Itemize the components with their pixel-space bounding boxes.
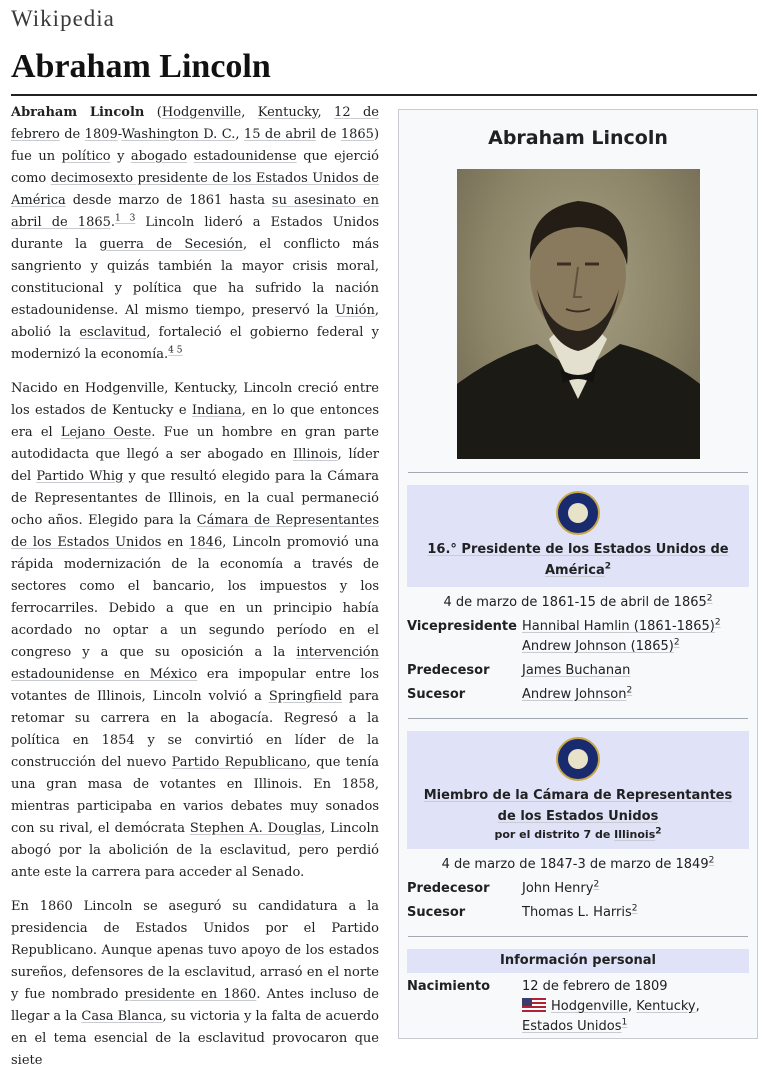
page-title: Abraham Lincoln: [11, 48, 271, 85]
house-office-header: Miembro de la Cámara de Representantes de los Estados Unidos por el distrito 7 de Illinois$^2$: [407, 731, 749, 849]
article-link[interactable]: intervención estadounidense en México: [11, 645, 379, 682]
citation[interactable]: 2: [631, 903, 638, 914]
vicepresident-row: Vicepresidente Hannibal Hamlin (1861-1865)$^2$ Andrew Johnson $(1865)^2$: [407, 617, 721, 654]
presidential-seal-icon: [556, 491, 600, 535]
predecessor-row: Predecesor James Buchanan: [407, 663, 631, 678]
article-link[interactable]: decimosexto presidente de los Estados Unidos de América: [11, 171, 379, 208]
article-link[interactable]: guerra de Secesión: [99, 237, 243, 252]
citation[interactable]: 2: [714, 617, 721, 628]
article-link[interactable]: presidente en 1860: [124, 987, 257, 1002]
citation[interactable]: 2: [626, 685, 633, 696]
citation[interactable]: 2: [708, 855, 715, 866]
article-link[interactable]: Partido Republicano: [171, 755, 307, 770]
personal-info-header: Información personal: [407, 949, 749, 973]
article-link[interactable]: Unión: [335, 303, 375, 318]
president-office-link[interactable]: Presidente de los Estados Unidos de América: [456, 542, 729, 578]
article-link[interactable]: su asesinato en abril de 1865: [11, 193, 379, 230]
birthplace-link-2[interactable]: Kentucky: [636, 999, 696, 1014]
us-flag-icon: [522, 998, 546, 1012]
article-link[interactable]: Washington D. C.: [121, 127, 236, 142]
article-link[interactable]: Indiana: [191, 403, 242, 418]
successor-link[interactable]: Andrew Johnson: [522, 687, 627, 702]
article-link[interactable]: Cámara de Representantes de los Estados Unidos: [11, 513, 379, 550]
article-link[interactable]: 1846: [189, 535, 223, 550]
article-link[interactable]: Illinois: [292, 447, 338, 462]
house-office-link[interactable]: Miembro de la Cámara de Representantes de los Estados Unidos: [423, 788, 733, 824]
article-link[interactable]: Springfield: [268, 689, 342, 704]
successor-row: Sucesor Andrew Johnson$^2$: [407, 685, 633, 702]
article-link[interactable]: político: [61, 149, 111, 164]
vicepresident-link-2[interactable]: Andrew Johnson: [522, 639, 627, 654]
vicepresident-link-1[interactable]: Hannibal Hamlin: [522, 619, 630, 634]
infobox-separator: [408, 936, 748, 937]
infobox: [398, 109, 758, 1039]
citation[interactable]: 2: [673, 637, 680, 648]
president-term: 4 de marzo de 1861-15 de abril de 1865$^2$: [443, 593, 713, 610]
article-paragraph-1: Abraham Lincoln (Hodgenville, Kentucky, 12 de febrero de 1809-Washington D. C., 15 de abril de 1865) fue un político y abogado estadounidense que ejerció como decimosexto presidente de los Estados Unidos de América desde marzo de 1861 hasta su asesinato en abril de 1865.$^{1 3}$ Lincoln lideró a Estados Unidos durante la guerra de Secesión, el conflicto más sangriento y quizás también la mayor crisis moral, constitucional y política que ha sufrido la nación estadounidense. Al mismo tiempo, preservó la Unión, abolió la esclavitud, fortaleció el gobierno federal y modernizó la economía.$^{4 5}$: [11, 105, 380, 362]
citation[interactable]: 2: [706, 593, 713, 604]
infobox-separator: [408, 718, 748, 719]
article-link[interactable]: Kentucky: [257, 105, 318, 120]
infobox-title: Abraham Lincoln: [488, 127, 668, 149]
citation[interactable]: 4 5: [168, 345, 183, 356]
house-predecessor-row: Predecesor John Henry$^2$: [407, 879, 600, 896]
infobox-separator: [408, 472, 748, 473]
article-link[interactable]: Stephen A. Douglas: [189, 821, 322, 836]
article-link[interactable]: 1865: [340, 127, 374, 142]
article-link[interactable]: Casa Blanca: [81, 1009, 163, 1024]
predecessor-link[interactable]: James Buchanan: [522, 663, 631, 678]
article-link[interactable]: 15 de abril: [243, 127, 316, 142]
article-link[interactable]: 1809: [84, 127, 118, 142]
district-link[interactable]: Illinois: [614, 828, 656, 841]
house-seal-icon: [556, 737, 600, 781]
title-divider: [11, 94, 757, 96]
birth-row: Nacimiento 12 de febrero de 1809 Hodgenville, Kentucky, Estados Unidos$^1$: [407, 979, 700, 1034]
article-link[interactable]: Partido Whig: [36, 469, 124, 484]
citation[interactable]: 2: [655, 826, 662, 837]
house-successor: Thomas L. Harris: [522, 905, 632, 920]
president-office-header: [407, 485, 749, 587]
citation[interactable]: 1 3: [115, 213, 136, 224]
house-term: 4 de marzo de 1847-3 de marzo de 1849$^2$: [441, 855, 715, 872]
article-link[interactable]: abogado: [130, 149, 188, 164]
wikipedia-wordmark[interactable]: Wikipedia: [11, 6, 115, 31]
article-link[interactable]: estadounidense: [193, 149, 297, 164]
article-link[interactable]: Hodgenville: [161, 105, 242, 120]
house-predecessor: John Henry: [522, 881, 594, 896]
birthplace-link-1[interactable]: Hodgenville: [551, 999, 628, 1014]
citation[interactable]: 2: [593, 879, 600, 890]
house-successor-row: Sucesor Thomas L. Harris$^2$: [407, 903, 638, 920]
birthplace-link-3[interactable]: Estados Unidos: [522, 1019, 622, 1034]
bold-text: Abraham Lincoln: [11, 105, 145, 120]
article-paragraph-2: Nacido en Hodgenville, Kentucky, Lincoln creció entre los estados de Kentucky e Indiana, en lo que entonces era el Lejano Oeste. Fue un hombre en gran parte autodidacta que llegó a ser abogado en Illinois, líder del Partido Whig y que resultó elegido para la Cámara de Representantes de Illinois, en la cual permaneció ocho años. Elegido para la Cámara de Representantes de los Estados Unidos en 1846, Lincoln promovió una rápida modernización de la economía a través de sectores como el bancario, los impuestos y los ferrocarriles. Debido a que en un principio había acordado no optar a un segundo período en el congreso y a que su oposición a la intervención estadounidense en México era impopular entre los votantes de Illinois, Lincoln volvió a Springfield para retomar su carrera en la abogacía. Regresó a la política en 1854 y se convirtió en líder de la construcción del nuevo Partido Republicano, que tenía una gran masa de votantes en Illinois. En 1858, mientras participaba en varios debates muy sonados con su rival, el demócrata Stephen A. Douglas, Lincoln abogó por la abolición de la esclavitud, pero perdió ante este la carrera para acceder al Senado.: [11, 381, 380, 880]
portrait-illustration: [457, 169, 700, 459]
portrait-image[interactable]: [457, 169, 700, 459]
article-link[interactable]: esclavitud: [79, 325, 147, 340]
article-link[interactable]: 12 de febrero: [11, 105, 379, 142]
office-number-link[interactable]: 16.°: [427, 542, 457, 557]
article-body: [11, 102, 379, 1084]
article-link[interactable]: Lejano Oeste: [60, 425, 152, 440]
citation[interactable]: 2: [604, 561, 612, 572]
article-paragraph-3: En 1860 Lincoln se aseguró su candidatura a la presidencia de Estados Unidos por el Partido Republicano. Aunque apenas tuvo apoyo de los estados sureños, defensores de la esclavitud, arrasó en el norte y fue nombrado presidente en 1860. Antes incluso de llegar a la Casa Blanca, su victoria y la falta de acuerdo en el tema esencial de la esclavitud provocaron que siete: [11, 899, 380, 1068]
citation[interactable]: 1: [621, 1017, 628, 1028]
